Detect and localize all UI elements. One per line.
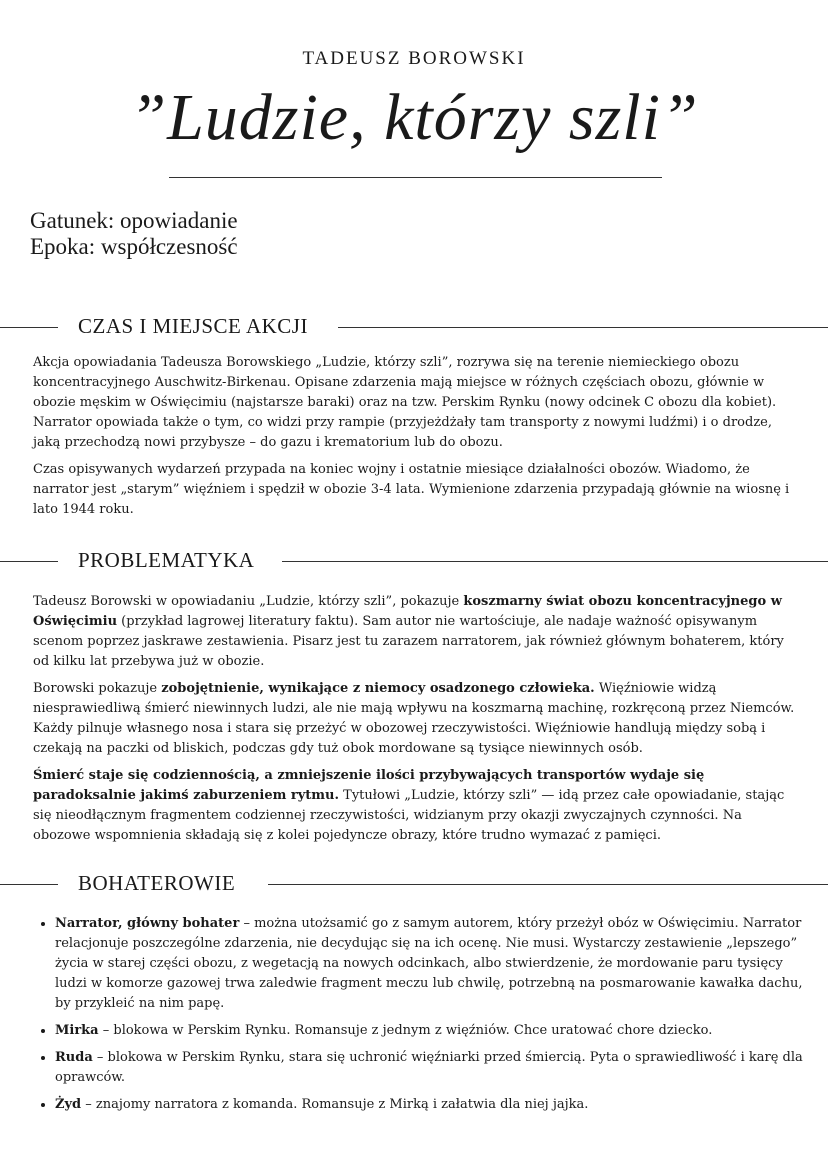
genre-line: Gatunek: opowiadanie	[30, 208, 238, 233]
list-item	[55, 914, 803, 1014]
paragraph: Akcja opowiadania Tadeusza Borowskiego „Ludzie, którzy szli”, rozrywa się na terenie niemieckiego obozu koncentracyjnego Auschwitz-Birkenau. Opisane zdarzenia mają miejsce w różnych częściach obozu, głównie w obozie męskim w Oświęcimiu (najstarsze baraki) oraz na tzw. Perskim Rynku (nowy odcinek C obozu dla kobiet). Narrator opowiada także o tym, co widzi przy rampie (przyjeżdżały tam transporty z nowymi ludźmi) i o drodze, jaką przechodzą nowi przybysze – do gazu i krematorium lub do obozu.	[33, 355, 777, 450]
text-run: Borowski pokazuje	[33, 681, 162, 696]
heading-rule-left	[0, 561, 58, 562]
character-list	[33, 914, 803, 1115]
character-desc: – blokowa w Perskim Rynku, stara się uchronić więźniarki przed śmiercią. Pyta o sprawiedliwość i karę dla oprawców.	[55, 1050, 803, 1085]
section-heading-problems	[0, 548, 828, 578]
list-item	[55, 1048, 803, 1088]
character-name: Żyd	[55, 1097, 82, 1112]
page-title: ”Ludzie, którzy szli”	[129, 81, 699, 154]
paragraph: Czas opisywanych wydarzeń przypada na koniec wojny i ostatnie miesiące działalności obozów. Wiadomo, że narrator jest „starym” więźniem i spędził w obozie 3-4 lata. Wymienione zdarzenia przypadają głównie na wiosnę i lato 1944 roku.	[33, 462, 790, 517]
list-item	[55, 1095, 803, 1115]
text-run: Tytułowi „Ludzie, którzy szli” — idą przez całe opowiadanie, stając się nieodłącznym fragmentem codziennej rzeczywistości, widzianym przy okazji zwyczajnych czynności. Na obozowe wspomnienia składają się z kolei pojedyncze obrazy, które trudno wymazać z pamięci.	[33, 788, 785, 843]
section-heading-setting	[0, 314, 828, 344]
character-desc: – znajomy narratora z komanda. Romansuje z Mirką i załatwia dla niej jajka.	[81, 1097, 589, 1112]
bold-run: zobojętnienie, wynikające z niemocy osadzonego człowieka.	[161, 681, 595, 696]
character-desc: – blokowa w Perskim Rynku. Romansuje z jednym z więźniów. Chce uratować chore dziecko.	[98, 1023, 713, 1038]
meta-info	[30, 208, 238, 260]
bold-run: Śmierć staje się codziennością, a zmniejszenie ilości przybywających transportów wydaje się paradoksalnie jakimś zaburzeniem rytmu.	[33, 768, 705, 803]
heading-rule-left	[0, 327, 58, 328]
section-body-setting	[33, 353, 803, 527]
character-name: Ruda	[55, 1050, 93, 1065]
section-body-problems	[33, 592, 803, 853]
paragraph	[33, 766, 803, 846]
heading-rule-left	[0, 884, 58, 885]
character-name: Narrator, główny bohater	[55, 916, 240, 931]
author-name: TADEUSZ BOROWSKI	[302, 48, 526, 69]
text-run: (przykład lagrowej literatury faktu). Sam autor nie wartościuje, ale nadaje ważność opisywanym scenom poprzez jaskrawe zestawienia. Pisarz jest tu zarazem narratorem, jak również głównym bohaterem, który od kilku lat przebywa już w obozie.	[33, 614, 784, 669]
character-desc: – można utożsamić go z samym autorem, który przeżył obóz w Oświęcimiu. Narrator relacjonuje poszczególne zdarzenia, nie decydując się na ich ocenę. Nie musi. Wystarczy zestawienie „lepszego” życia w starej części obozu, z wegetacją na nowych odcinkach, albo stwierdzenie, że mordowanie paru tysięcy ludzi w komorze gazowej trwa zaledwie fragment meczu lub chwilę, potrzebną na posmarowanie kawałka dachu, by przykleić na nim papę.	[55, 916, 803, 1011]
section-heading-characters	[0, 871, 828, 901]
era-line: Epoka: współczesność	[30, 234, 238, 259]
section-title: CZAS I MIEJSCE AKCJI	[78, 314, 308, 338]
list-item	[55, 1021, 803, 1041]
section-title: BOHATEROWIE	[78, 871, 236, 895]
paragraph	[33, 679, 803, 759]
title-divider	[169, 177, 662, 178]
section-title: PROBLEMATYKA	[78, 548, 255, 572]
bold-run: koszmarny świat obozu koncentracyjnego w Oświęcimiu	[33, 594, 782, 629]
text-run: Więźniowie widzą niesprawiedliwą śmierć niewinnych ludzi, ale nie mają wpływu na koszmarną machinę, rozkręconą przez Niemców. Każdy pilnuje własnego nosa i stara się przeżyć w obozowej rzeczywistości. Więźniowie handlują między sobą i czekają na paczki od bliskich, podczas gdy tuż obok mordowane są tysiące niewinnych osób.	[33, 681, 795, 756]
character-name: Mirka	[55, 1023, 99, 1038]
text-run: Tadeusz Borowski w opowiadaniu „Ludzie, którzy szli”, pokazuje	[33, 594, 464, 609]
heading-rule-right	[282, 561, 828, 562]
heading-rule-right	[338, 327, 828, 328]
heading-rule-right	[268, 884, 828, 885]
section-body-characters	[33, 914, 803, 1122]
paragraph	[33, 592, 803, 672]
